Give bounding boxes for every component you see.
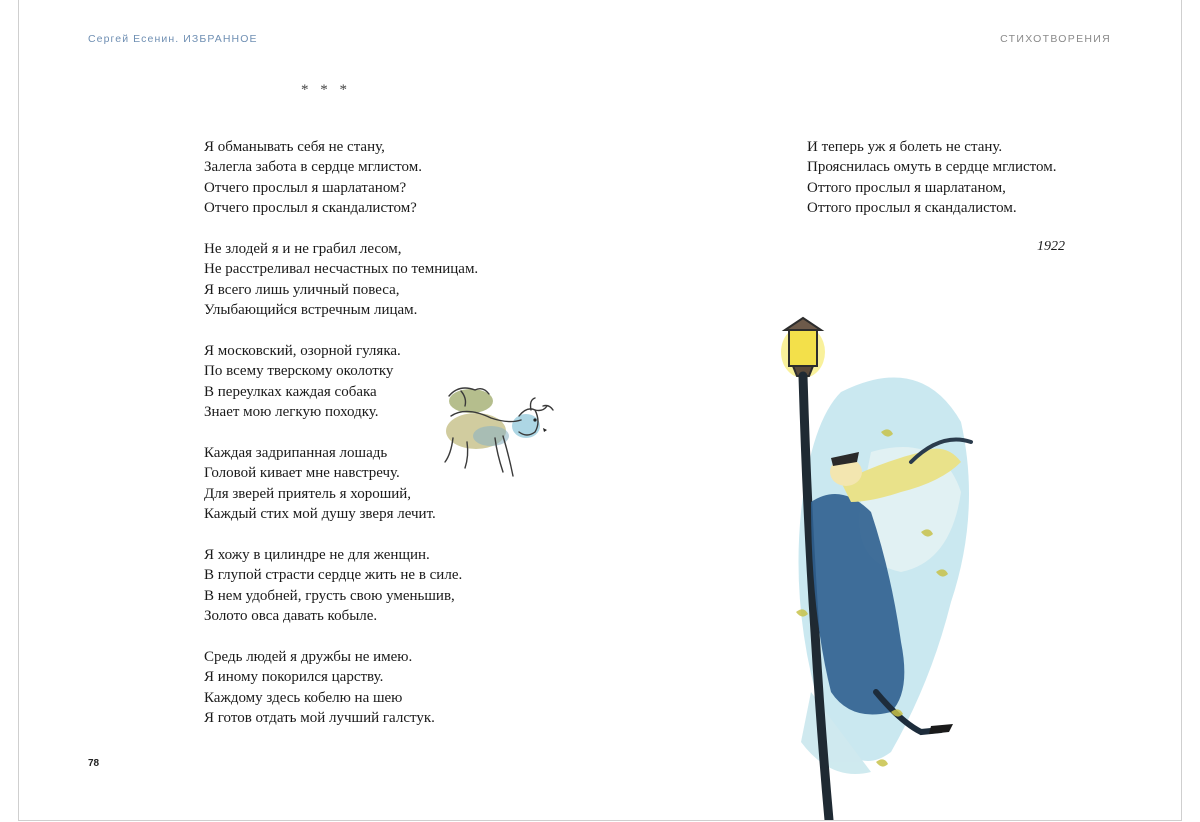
dog-eye (533, 418, 536, 421)
poem-line: В нем удобней, грусть свою уменьшив, (204, 587, 455, 604)
book-spread (18, 0, 1182, 821)
poem-line: Я всего лишь уличный повеса, (204, 281, 400, 298)
poem-line: Я хожу в цилиндре не для женщин. (204, 547, 430, 564)
poem-line: Прояснилась омуть в сердце мглистом. (807, 159, 1057, 176)
poem-line: В глупой страсти сердце жить не в силе. (204, 567, 463, 584)
poem-line: Я готов отдать мой лучший галстук. (204, 710, 435, 727)
stanza (204, 545, 534, 627)
poem-line: Не злодей я и не грабил лесом, (204, 241, 402, 258)
poem-line: Каждый стих мой душу зверя лечит. (204, 506, 436, 523)
running-head-section: СТИХОТВОРЕНИЯ (1000, 33, 1111, 45)
poem-year: 1922 (1037, 239, 1065, 254)
poem-line: Золото овса давать кобыле. (204, 608, 378, 625)
poem-line: Я обманывать себя не стану, (204, 139, 385, 155)
stanza (204, 239, 534, 321)
poem-line: В переулках каждая собака (204, 383, 377, 400)
poem-line: Оттого прослыл я шарлатаном, (807, 179, 1006, 196)
poem-line: Каждому здесь кобелю на шею (204, 689, 403, 706)
poem-line: Средь людей я дружбы не имею. (204, 649, 413, 666)
poem-line: Я московский, озорной гуляка. (204, 343, 401, 360)
poem-line: Улыбающийся встречным лицам. (204, 302, 418, 319)
poem-line: По всему тверскому околотку (204, 363, 394, 380)
stanza (204, 647, 534, 729)
stanza (204, 137, 534, 219)
poem-asterisks: * * * (301, 82, 351, 98)
poem-line: Не расстреливал несчастных по темницам. (204, 261, 479, 278)
poem-line: Для зверей приятель я хороший, (204, 485, 412, 502)
dog-nose (543, 428, 547, 432)
poem-line: Головой кивает мне навстречу. (204, 465, 400, 482)
poem-line: Оттого прослыл я скандалистом. (807, 200, 1017, 217)
poem-line: Залегла забота в сердце мглистом. (204, 159, 422, 176)
lamppost-man-illustration (771, 312, 991, 820)
stanza (807, 137, 1107, 219)
poem-line: Отчего прослыл я скандалистом? (204, 200, 417, 217)
dog-illustration (431, 376, 559, 498)
poem-line: Знает мою легкую походку. (204, 404, 379, 421)
poem-right-column (807, 137, 1107, 239)
poem-line: Отчего прослыл я шарлатаном? (204, 179, 407, 196)
man-foot (929, 724, 953, 734)
page-number: 78 (88, 758, 100, 769)
poem-line: Я иному покорился царству. (204, 669, 384, 686)
poem-line: И теперь уж я болеть не стану. (807, 139, 1003, 155)
running-head-author: Сергей Есенин. ИЗБРАННОЕ (88, 33, 258, 45)
poem-line: Каждая задрипанная лошадь (204, 445, 388, 462)
